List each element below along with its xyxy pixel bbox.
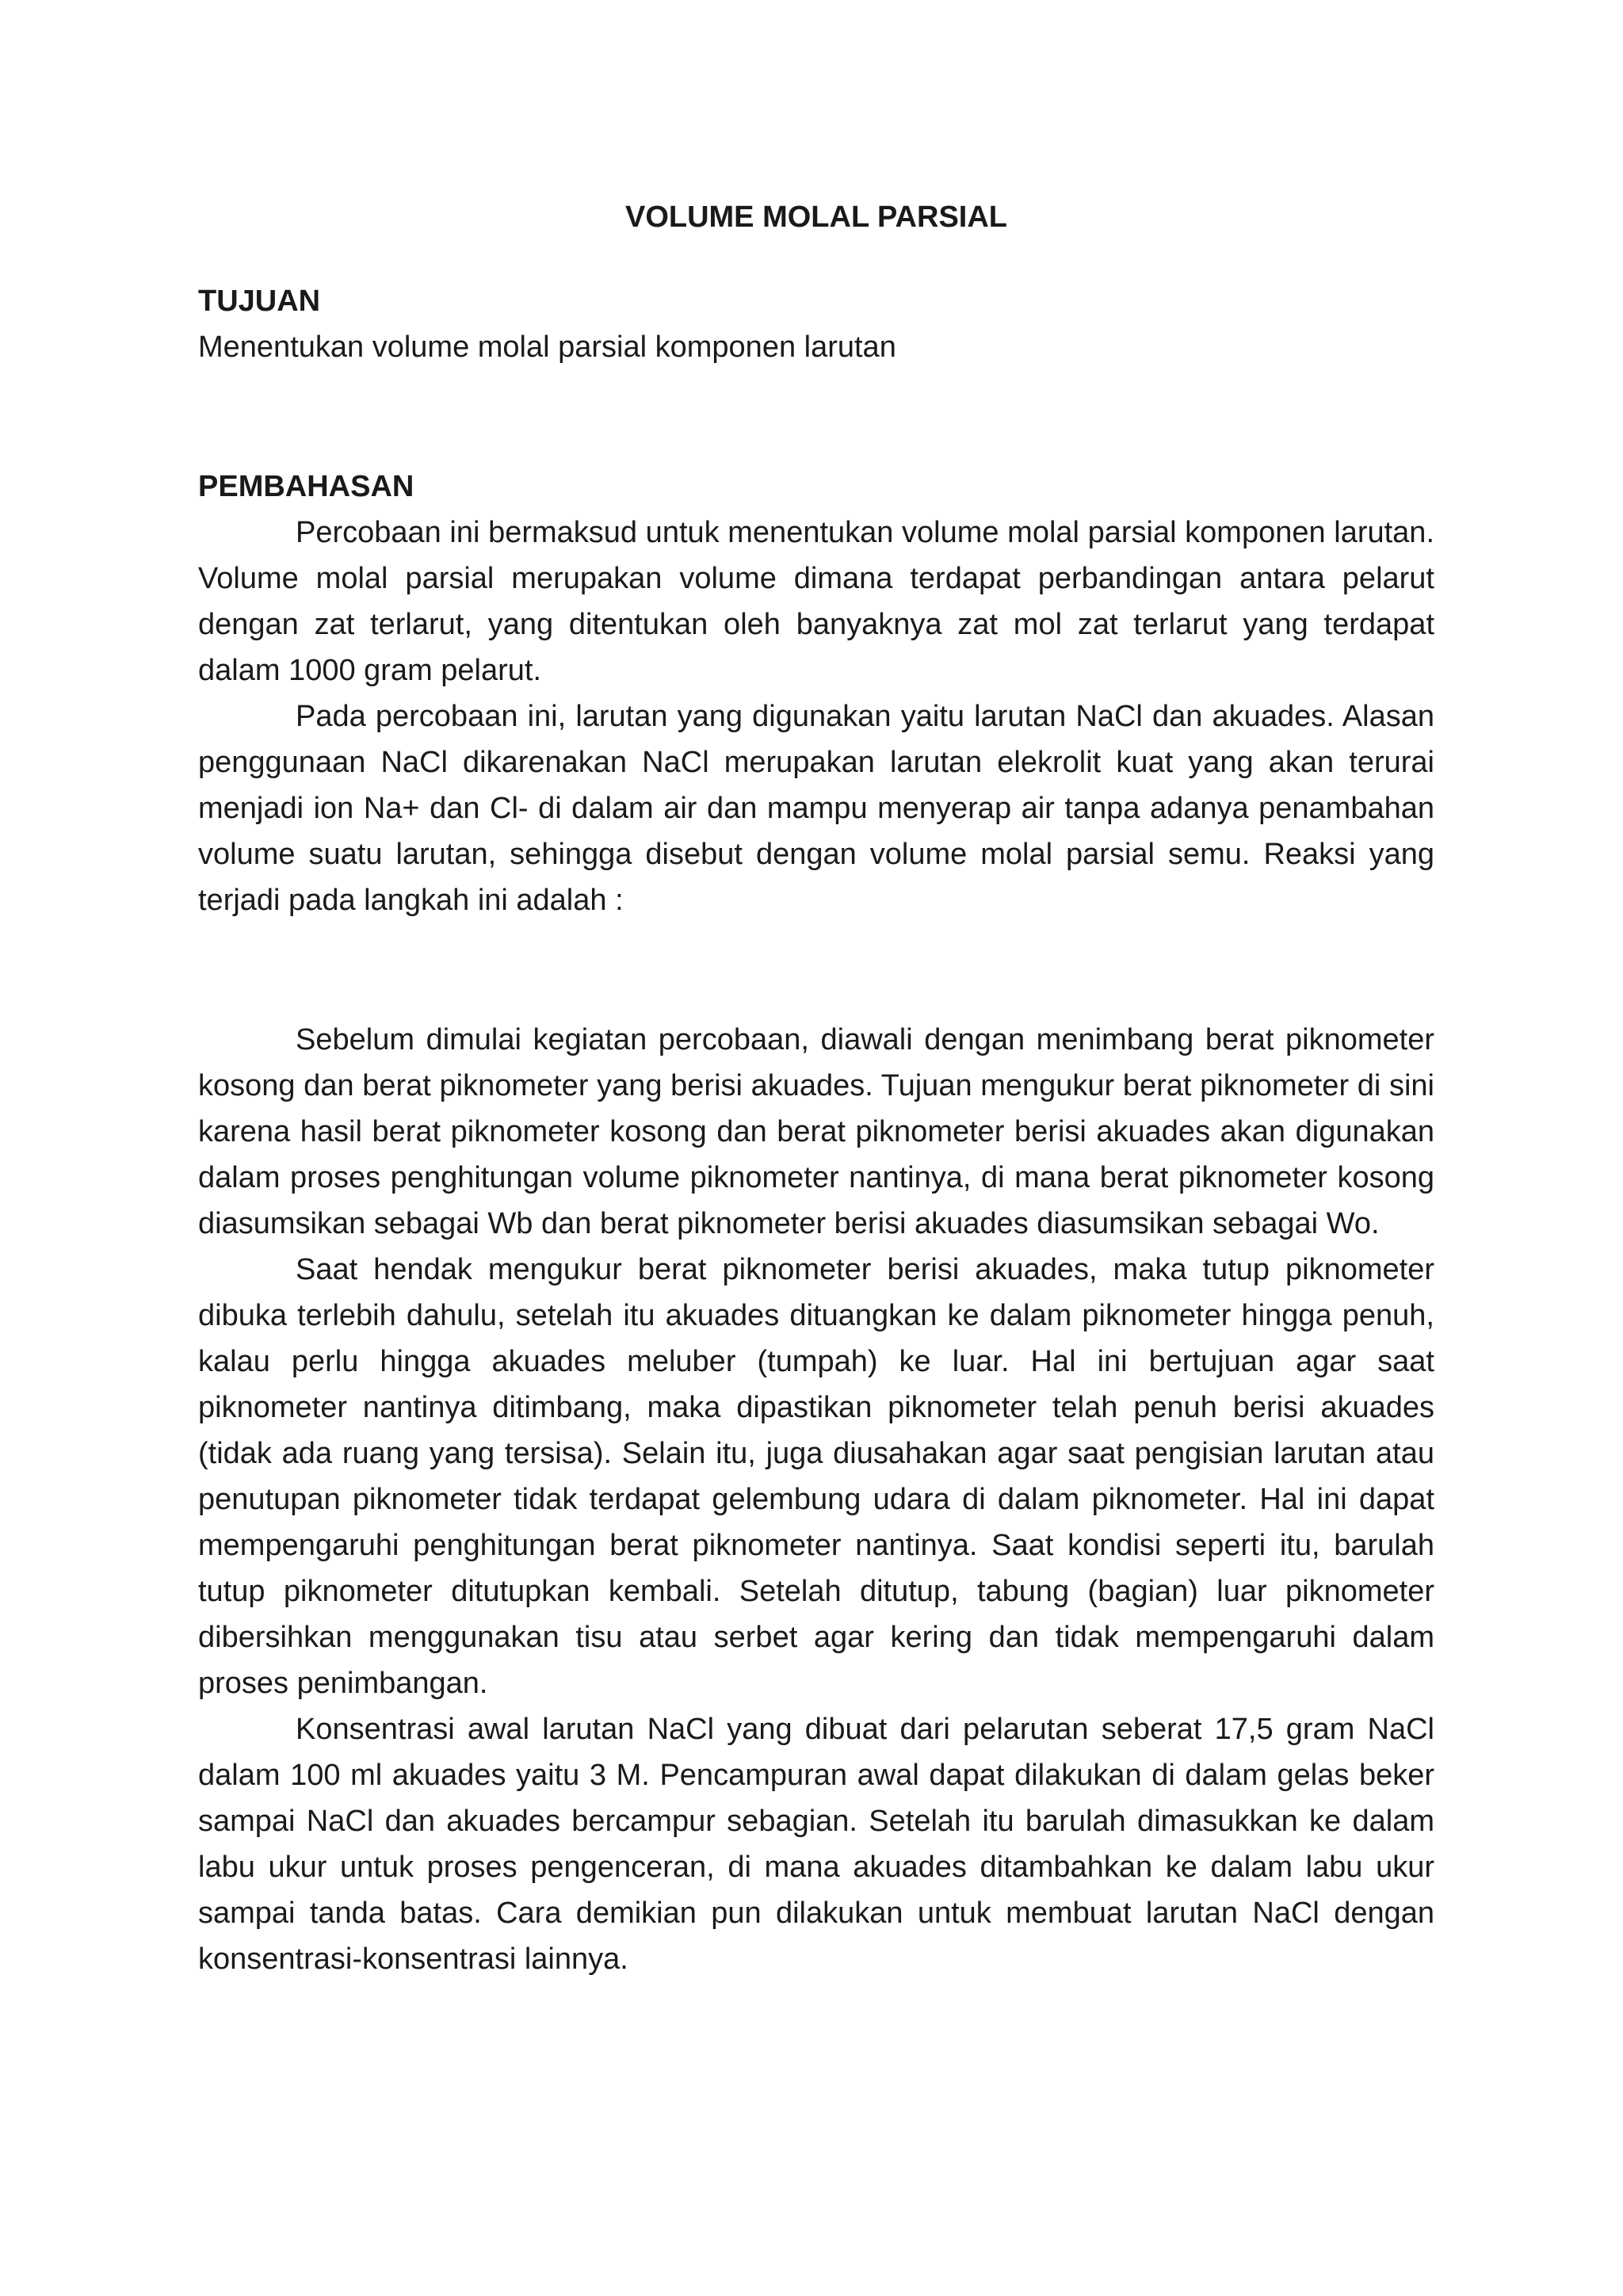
paragraph-2: Pada percobaan ini, larutan yang digunakan yaitu larutan NaCl dan akuades. Alasan penggunaan NaCl dikarenakan NaCl merupakan larutan elekrolit kuat yang akan terurai menjadi ion Na+ dan Cl- di dalam air dan mampu menyerap air tanpa adanya penambahan volume suatu larutan, sehingga disebut dengan volume molal parsial semu. Reaksi yang terjadi pada langkah ini adalah : <box>198 700 1434 917</box>
document-body <box>198 194 1434 1982</box>
paragraph-5: Konsentrasi awal larutan NaCl yang dibuat dari pelarutan seberat 17,5 gram NaCl dalam 100 ml akuades yaitu 3 M. Pencampuran awal dapat dilakukan di dalam gelas beker sampai NaCl dan akuades bercampur sebagian. Setelah itu barulah dimasukkan ke dalam labu ukur untuk proses pengenceran, di mana akuades ditambahkan ke dalam labu ukur sampai tanda batas. Cara demikian pun dilakukan untuk membuat larutan NaCl dengan konsentrasi-konsentrasi lainnya. <box>198 1713 1434 1976</box>
objective-text: Menentukan volume molal parsial komponen larutan <box>198 330 896 364</box>
reaction-blank-space <box>198 923 1434 1017</box>
paragraph-1: Percobaan ini bermaksud untuk menentukan volume molal parsial komponen larutan. Volume molal parsial merupakan volume dimana terdapat perbandingan antara pelarut dengan zat terlarut, yang ditentukan oleh banyaknya zat mol zat terlarut yang terdapat dalam 1000 gram pelarut. <box>198 516 1434 687</box>
page-title: VOLUME MOLAL PARSIAL <box>624 201 1008 234</box>
paragraph-3: Sebelum dimulai kegiatan percobaan, diawali dengan menimbang berat piknometer kosong dan berat piknometer yang berisi akuades. Tujuan mengukur berat piknometer di sini karena hasil berat piknometer kosong dan berat piknometer berisi akuades akan digunakan dalam proses penghitungan volume piknometer nantinya, di mana berat piknometer kosong diasumsikan sebagai Wb dan berat piknometer berisi akuades diasumsikan sebagai Wo. <box>198 1023 1434 1240</box>
section-heading-tujuan: TUJUAN <box>198 285 321 318</box>
paragraph-4: Saat hendak mengukur berat piknometer berisi akuades, maka tutup piknometer dibuka terlebih dahulu, setelah itu akuades dituangkan ke dalam piknometer hingga penuh, kalau perlu hingga akuades meluber (tumpah) ke luar. Hal ini bertujuan agar saat piknometer nantinya ditimbang, maka dipastikan piknometer telah penuh berisi akuades (tidak ada ruang yang tersisa). Selain itu, juga diusahakan agar saat pengisian larutan atau penutupan piknometer tidak terdapat gelembung udara di dalam piknometer. Hal ini dapat mempengaruhi penghitungan berat piknometer nantinya. Saat kondisi seperti itu, barulah tutup piknometer ditutupkan kembali. Setelah ditutup, tabung (bagian) luar piknometer dibersihkan menggunakan tisu atau serbet agar kering dan tidak mempengaruhi dalam proses penimbangan. <box>198 1253 1434 1700</box>
section-heading-pembahasan: PEMBAHASAN <box>198 470 414 503</box>
